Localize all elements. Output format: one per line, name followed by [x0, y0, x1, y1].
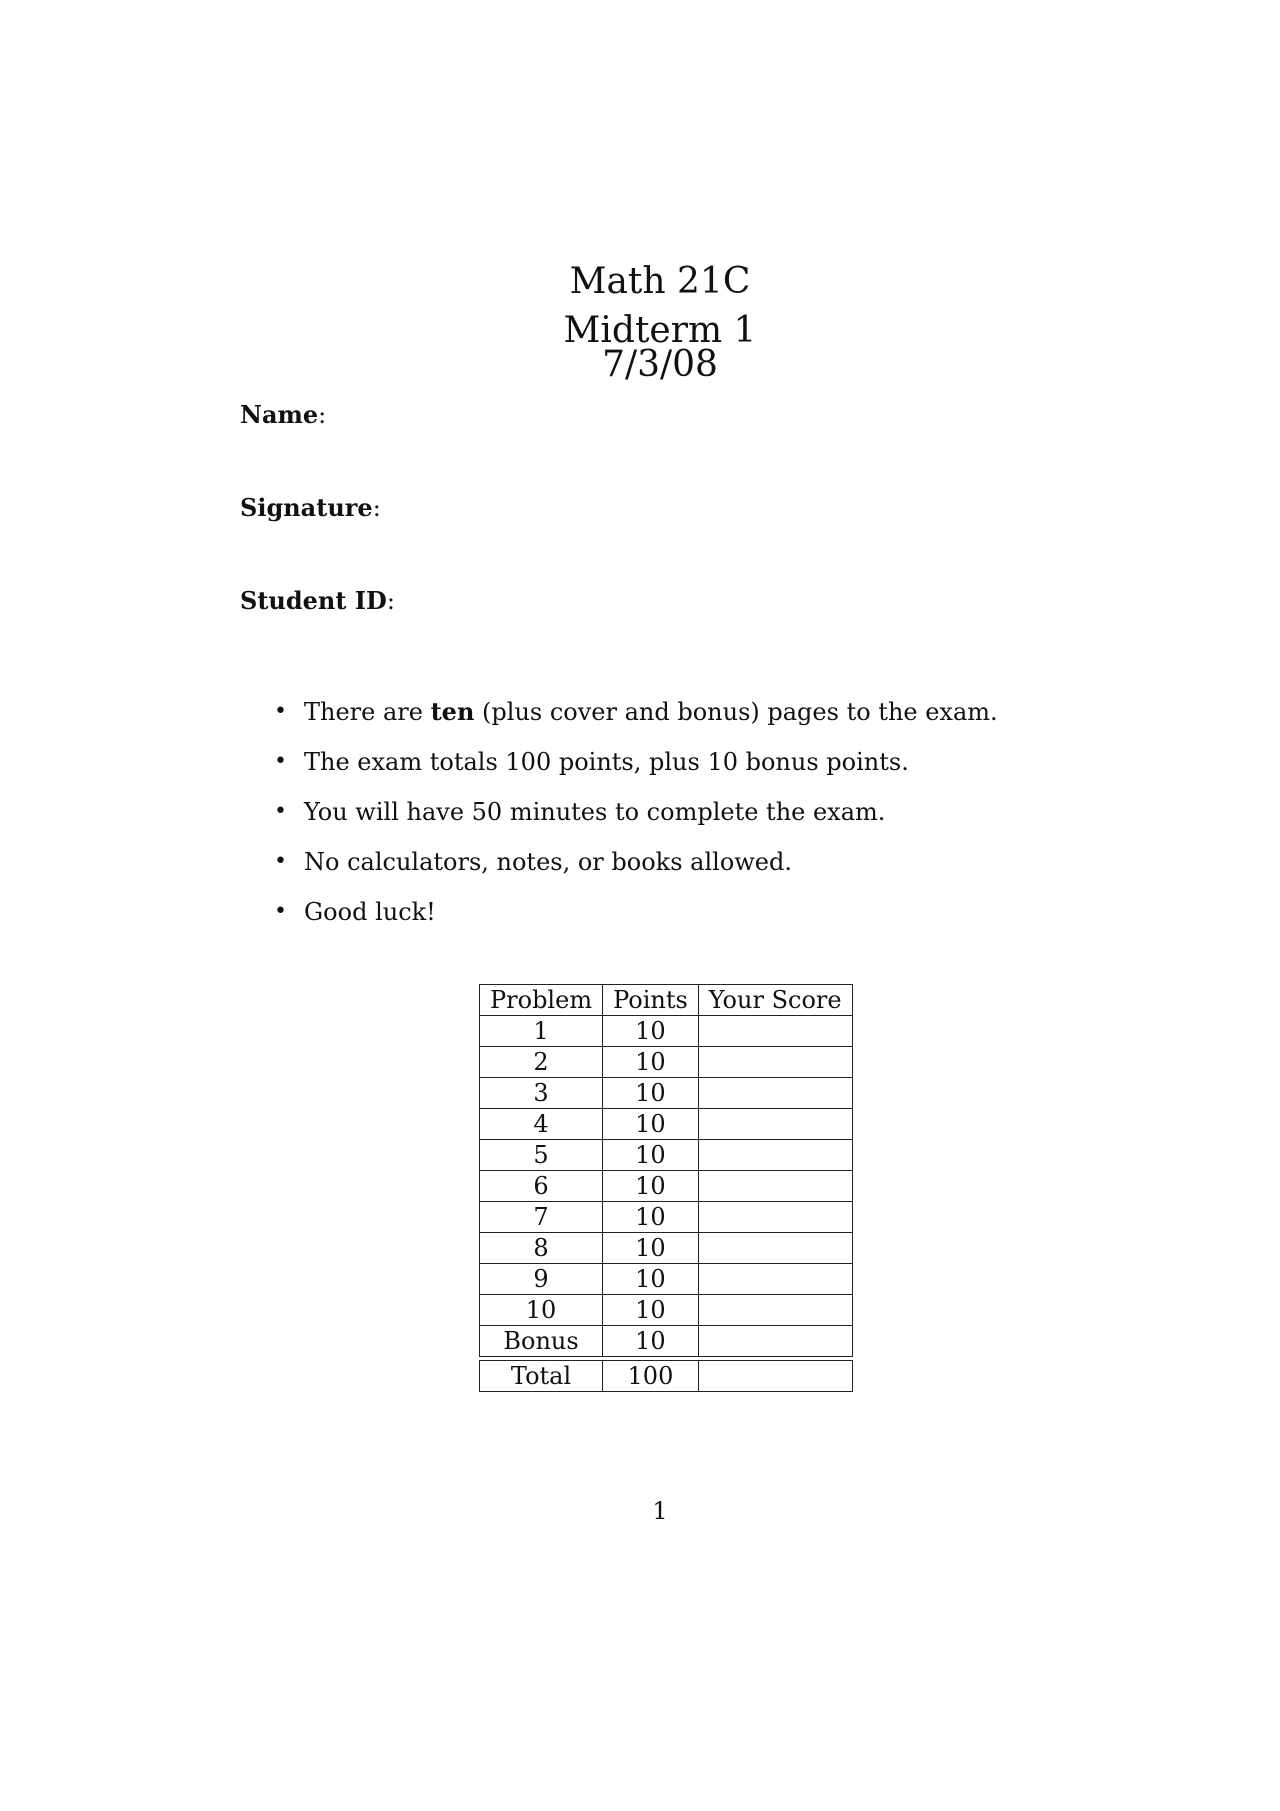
- header-points: Points: [603, 985, 699, 1016]
- header-your-score: Your Score: [698, 985, 852, 1016]
- instruction-item: • You will have 50 minutes to complete the exam.: [274, 797, 998, 847]
- score-table-header-row: [480, 985, 853, 1016]
- points-cell: 10: [603, 1171, 699, 1202]
- points-cell: 10: [603, 1233, 699, 1264]
- score-table: [479, 984, 853, 1392]
- score-cell[interactable]: [698, 1171, 852, 1202]
- points-cell: 10: [603, 1264, 699, 1295]
- table-row: [480, 1016, 853, 1047]
- total-points-cell: 100: [603, 1361, 699, 1392]
- total-label-cell: Total: [480, 1361, 603, 1392]
- problem-cell: 5: [480, 1140, 603, 1171]
- points-cell: 10: [603, 1202, 699, 1233]
- score-cell[interactable]: [698, 1295, 852, 1326]
- instructions-list: [274, 697, 998, 947]
- name-label: Name: [240, 400, 319, 429]
- table-row: [480, 1109, 853, 1140]
- table-row: [480, 1264, 853, 1295]
- score-cell[interactable]: [698, 1233, 852, 1264]
- table-row: [480, 1295, 853, 1326]
- points-cell: 10: [603, 1016, 699, 1047]
- score-cell[interactable]: [698, 1264, 852, 1295]
- exam-title-block: [0, 262, 1280, 385]
- total-row: [480, 1361, 853, 1392]
- total-score-cell[interactable]: [698, 1361, 852, 1392]
- points-cell: 10: [603, 1047, 699, 1078]
- page-number: 1: [652, 1497, 668, 1525]
- score-cell[interactable]: [698, 1078, 852, 1109]
- score-cell[interactable]: [698, 1109, 852, 1140]
- instruction-item: • The exam totals 100 points, plus 10 bonus points.: [274, 747, 998, 797]
- problem-cell: 7: [480, 1202, 603, 1233]
- signature-label: Signature: [240, 493, 373, 522]
- problem-cell: 1: [480, 1016, 603, 1047]
- student-id-field[interactable]: [240, 586, 395, 615]
- instruction-item: [274, 697, 998, 747]
- problem-cell: Bonus: [480, 1326, 603, 1357]
- score-cell[interactable]: [698, 1140, 852, 1171]
- exam-date: 7/3/08: [602, 344, 718, 385]
- score-cell[interactable]: [698, 1326, 852, 1357]
- signature-colon: :: [372, 494, 381, 522]
- table-row: [480, 1326, 853, 1357]
- score-cell[interactable]: [698, 1016, 852, 1047]
- instruction-emphasis: ten: [430, 697, 475, 726]
- score-cell[interactable]: [698, 1202, 852, 1233]
- problem-cell: 6: [480, 1171, 603, 1202]
- problem-cell: 3: [480, 1078, 603, 1109]
- name-field[interactable]: [240, 400, 326, 429]
- problem-cell: 8: [480, 1233, 603, 1264]
- points-cell: 10: [603, 1109, 699, 1140]
- points-cell: 10: [603, 1326, 699, 1357]
- points-cell: 10: [603, 1295, 699, 1326]
- student-id-colon: :: [386, 587, 395, 615]
- points-cell: 10: [603, 1140, 699, 1171]
- course-title: Math 21C: [569, 261, 751, 302]
- name-colon: :: [318, 401, 327, 429]
- signature-field[interactable]: [240, 493, 381, 522]
- problem-cell: 2: [480, 1047, 603, 1078]
- student-id-label: Student ID: [240, 586, 387, 615]
- table-row: [480, 1047, 853, 1078]
- table-row: [480, 1171, 853, 1202]
- problem-cell: 10: [480, 1295, 603, 1326]
- instruction-text: There are: [304, 698, 431, 726]
- table-row: [480, 1202, 853, 1233]
- exam-title: Midterm 1: [563, 310, 757, 351]
- problem-cell: 4: [480, 1109, 603, 1140]
- instruction-item: • No calculators, notes, or books allowed.: [274, 847, 998, 897]
- score-cell[interactable]: [698, 1047, 852, 1078]
- table-row: [480, 1233, 853, 1264]
- problem-cell: 9: [480, 1264, 603, 1295]
- header-problem: Problem: [480, 985, 603, 1016]
- instruction-text: (plus cover and bonus) pages to the exam.: [474, 698, 998, 726]
- points-cell: 10: [603, 1078, 699, 1109]
- instruction-item: • Good luck!: [274, 897, 998, 947]
- table-row: [480, 1140, 853, 1171]
- table-row: [480, 1078, 853, 1109]
